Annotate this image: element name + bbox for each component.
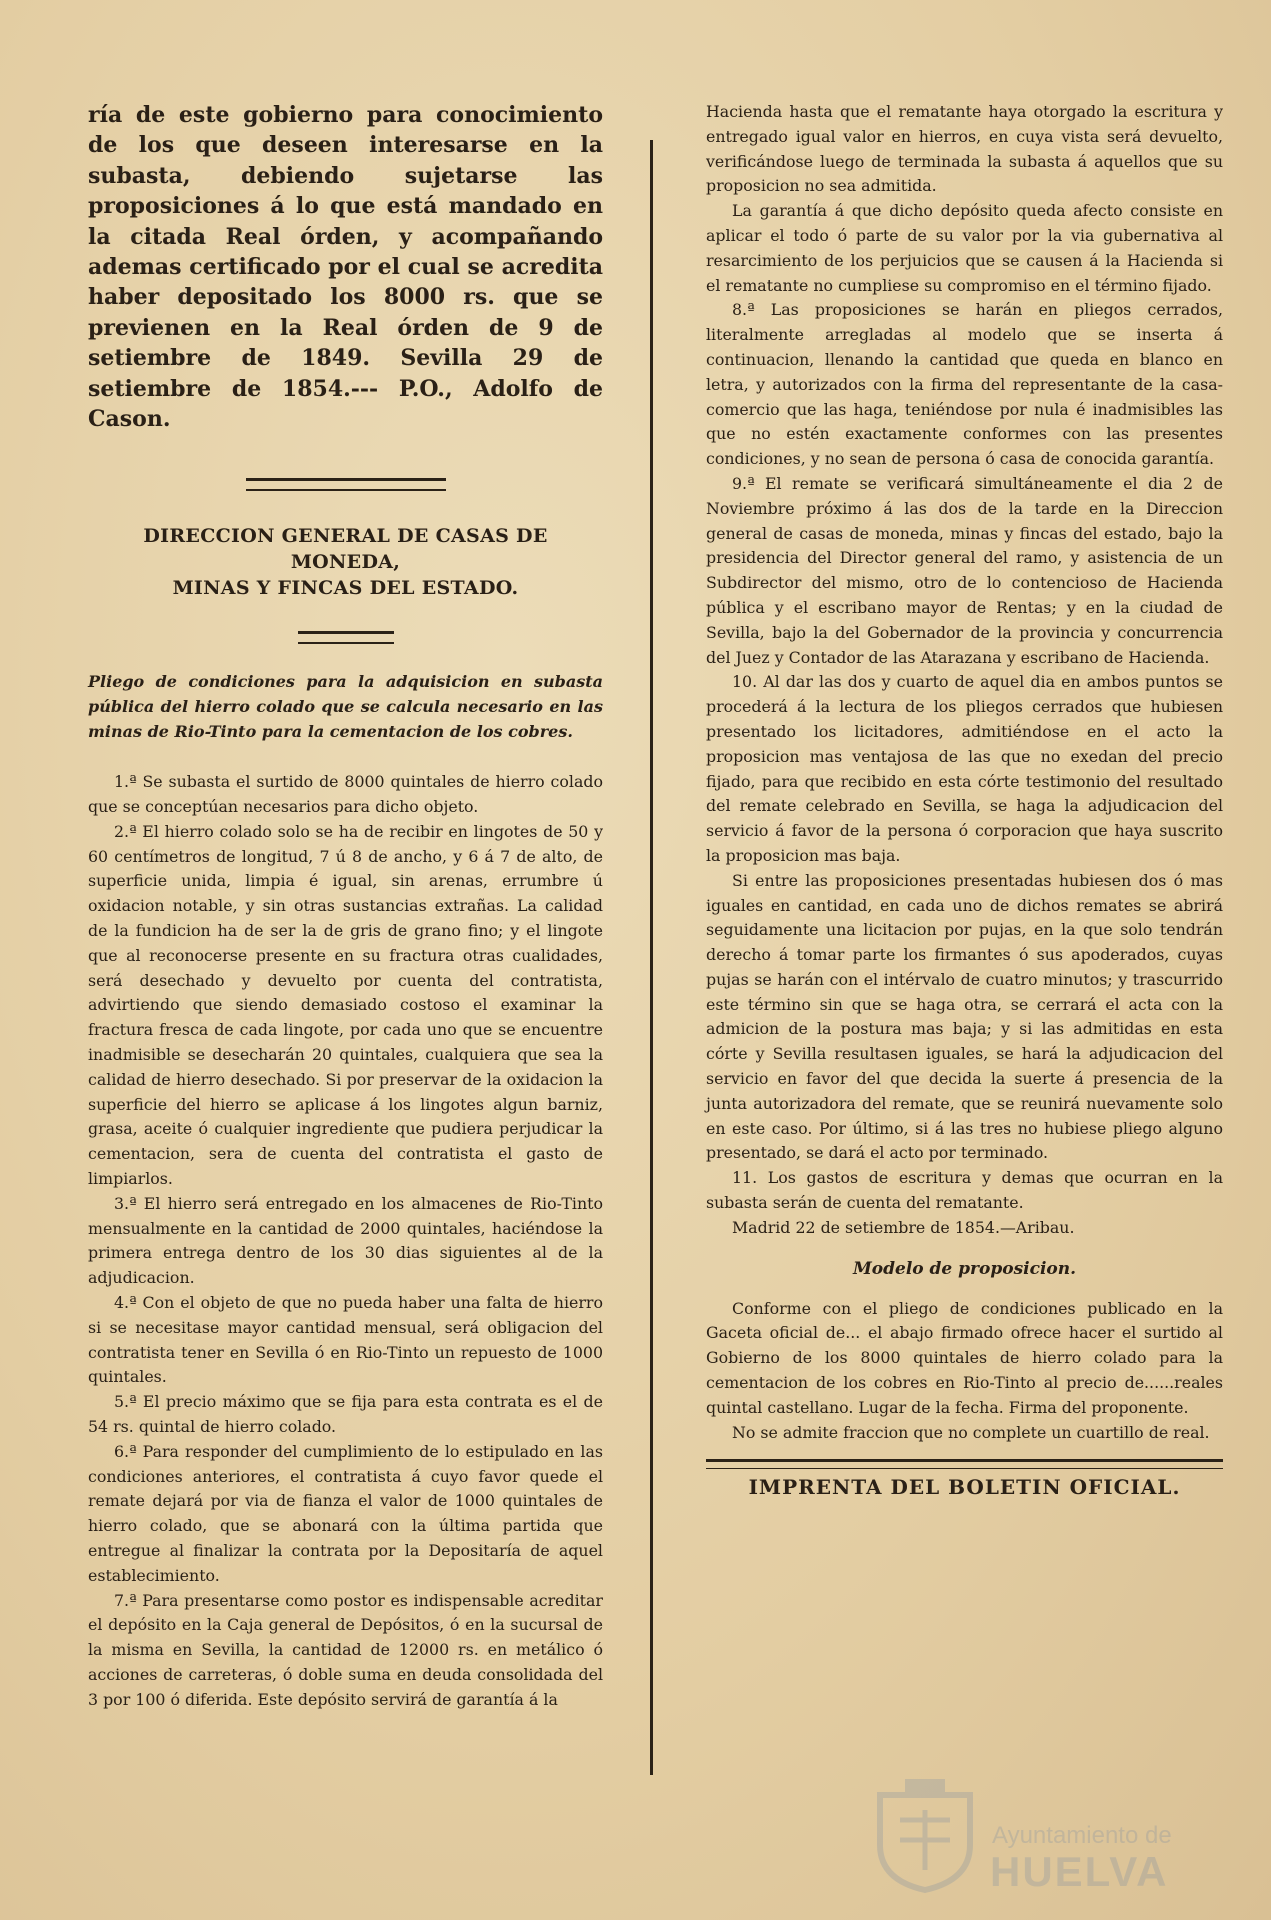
modelo-text: Conforme con el pliego de condiciones publicado en la Gaceta oficial de... el abajo firmado ofrece hacer el surtido al Gobierno de los 8000 quintales de hierro colado para la cementacion de los cobres en Rio-Tinto al precio de......reales quintal castellano. Lugar de la fecha. Firma del proponente. [706, 1298, 1223, 1417]
condition-5: 5.ª El precio máximo que se fija para esta contrata es el de 54 rs. quintal de hierro colado. [88, 1392, 603, 1436]
condition-8: 8.ª Las proposiciones se harán en pliegos cerrados, literalmente arregladas al modelo que se inserta á continuacion, llenando la cantidad que queda en blanco en letra, y autorizados con la firma del representante de la casa-comercio que las haga, teniéndose por nula é inadmisibles las que no estén exactamente conformes con las presentes condiciones, y no sean de persona ó casa de conocida garantía. [706, 300, 1223, 469]
fraccion-note: No se admite fraccion que no complete un cuartillo de real. [732, 1422, 1210, 1442]
closing-rule [706, 1459, 1223, 1469]
left-column [88, 100, 603, 1713]
column-divider [650, 140, 653, 1775]
pliego-title: Pliego de condiciones para la adquisicion en subasta pública del hierro colado que se calcula necesario en las minas de Rio-Tinto para la cementacion de los cobres. [88, 672, 603, 741]
ayuntamiento-watermark [870, 1770, 1210, 1900]
condition-4: 4.ª Con el objeto de que no pueda haber una falta de hierro si se necesitase mayor cantidad mensual, será obligacion del contratista tener en Sevilla ó en Rio-Tinto un repuesto de 1000 quintales. [88, 1292, 603, 1387]
section-heading-line1: DIRECCION GENERAL DE CASAS DE MONEDA, [143, 525, 548, 574]
ornamental-rule-small [298, 631, 394, 644]
watermark-text-line2: HUELVA [990, 1848, 1169, 1895]
condition-7: 7.ª Para presentarse como postor es indispensable acreditar el depósito en la Caja general de Depósitos, ó en la sucursal de la misma en Sevilla, la cantidad de 12000 rs. en metálico ó acciones de carreteras, ó doble suma en deuda consolidada del 3 por 100 ó diferida. Este depósito servirá de garantía á la [88, 1590, 603, 1709]
section-heading-line2: MINAS Y FINCAS DEL ESTADO. [172, 577, 519, 600]
condition-1: 1.ª Se subasta el surtido de 8000 quintales de hierro colado que se conceptúan necesarios para dicho objeto. [88, 772, 603, 817]
condition-11: 11. Los gastos de escritura y demas que ocurran en la subasta serán de cuenta del rematante. [706, 1168, 1223, 1213]
intro-paragraph: ría de este gobierno para conocimiento de los que deseen interesarse en la subasta, debiendo sujetarse las proposiciones á lo que está mandado en la citada Real órden, y acompañando ademas certificado por el cual se acredita haber depositado los 8000 rs. que se previenen en la Real órden de 9 de setiembre de 1849. Sevilla 29 de setiembre de 1854.--- P.O., Adolfo de Cason. [88, 102, 603, 433]
modelo-title: Modelo de proposicion. [852, 1258, 1077, 1279]
coat-of-arms-icon [870, 1775, 980, 1895]
right-column [706, 100, 1223, 1499]
watermark-text-line1: Ayuntamiento de [992, 1822, 1172, 1849]
condition-7-continued: Hacienda hasta que el rematante haya otorgado la escritura y entregado igual valor en hierros, en cuya vista será devuelto, verificándose luego de terminada la subasta á aquellos que su proposicion no sea admitida. [706, 102, 1223, 196]
condition-2: 2.ª El hierro colado solo se ha de recibir en lingotes de 50 y 60 centímetros de longitud, 7 ú 8 de ancho, y 6 á 7 de alto, de superficie unida, limpia é igual, sin arenas, errumbre ú oxidacion notable, y sin otras sustancias extrañas. La calidad de la fundicion ha de ser la de gris de grano fino; y el lingote que al reconocerse presente en su fractura otras cualidades, será desechado y devuelto por cuenta del contratista, advirtiendo que siendo demasiado costoso el examinar la fractura fresca de cada lingote, por cada uno que se encuentre inadmisible se desecharán 20 quintales, cualquiera que sea la calidad de hierro desechado. Si por preservar de la oxidacion la superficie del hierro se aplicase á los lingotes algun barniz, grasa, aceite ó cualquier ingrediente que pudiera perjudicar la cementacion, sera de cuenta del contratista el gasto de limpiarlos. [88, 821, 603, 1188]
signature-line: Madrid 22 de setiembre de 1854.—Aribau. [732, 1217, 1075, 1237]
imprenta-footer: IMPRENTA DEL BOLETIN OFICIAL. [748, 1475, 1181, 1500]
condition-10: 10. Al dar las dos y cuarto de aquel dia en ambos puntos se procederá á la lectura de los pliegos cerrados que hubiesen presentado los licitadores, admitiéndose en el acto la proposicion mas ventajosa de las que no exedan del precio fijado, para que recibido en esta córte testimonio del resultado del remate celebrado en Sevilla, se haga la adjudicacion del servicio á favor de la persona ó corporacion que haya suscrito la proposicion mas baja. [706, 672, 1223, 865]
condition-3: 3.ª El hierro será entregado en los almacenes de Rio-Tinto mensualmente en la cantidad de 2000 quintales, haciéndose la primera entrega dentro de los 30 dias siguientes al de la adjudicacion. [88, 1193, 603, 1288]
condition-6: 6.ª Para responder del cumplimiento de lo estipulado en las condiciones anteriores, el contratista á cuyo favor quede el remate dejará por via de fianza el valor de 1000 quintales de hierro colado, que se abonará con la última partida que entregue al finalizar la contrata por la Depositaría de aquel establecimiento. [88, 1441, 603, 1585]
ornamental-rule [246, 478, 446, 491]
condition-9: 9.ª El remate se verificará simultáneamente el dia 2 de Noviembre próximo á las dos de la tarde en la Direccion general de casas de moneda, minas y fincas del estado, bajo la presidencia del Director general del ramo, y asistencia de un Subdirector del mismo, otro de lo contencioso de Hacienda pública y el escribano mayor de Rentas; y en la ciudad de Sevilla, bajo la del Gobernador de la provincia y concurrencia del Juez y Contador de las Atarazana y escribano de Hacienda. [706, 473, 1223, 667]
garantia-paragraph: La garantía á que dicho depósito queda afecto consiste en aplicar el todo ó parte de su valor por la via gubernativa al resarcimiento de los perjuicios que se causen á la Hacienda si el rematante no cumpliese su compromiso en el término fijado. [706, 201, 1223, 295]
igualdad-paragraph: Si entre las proposiciones presentadas hubiesen dos ó mas iguales en cantidad, en cada uno de dichos remates se abrirá seguidamente una licitacion por pujas, en la que solo tendrán derecho á tomar parte los firmantes ó sus apoderados, cuyas pujas se harán con el intérvalo de cuatro minutos; y trascurrido este término sin que se haga otra, se cerrará el acta con la admicion de la postura mas baja; y si las admitidas en esta córte y Sevilla resultasen iguales, se hará la adjudicacion del servicio en favor del que decida la suerte á presencia de la junta autorizadora del remate, que se reunirá nuevamente solo en este caso. Por último, si á las tres no hubiese pliego alguno presentado, se dará el acto por terminado. [706, 870, 1223, 1163]
